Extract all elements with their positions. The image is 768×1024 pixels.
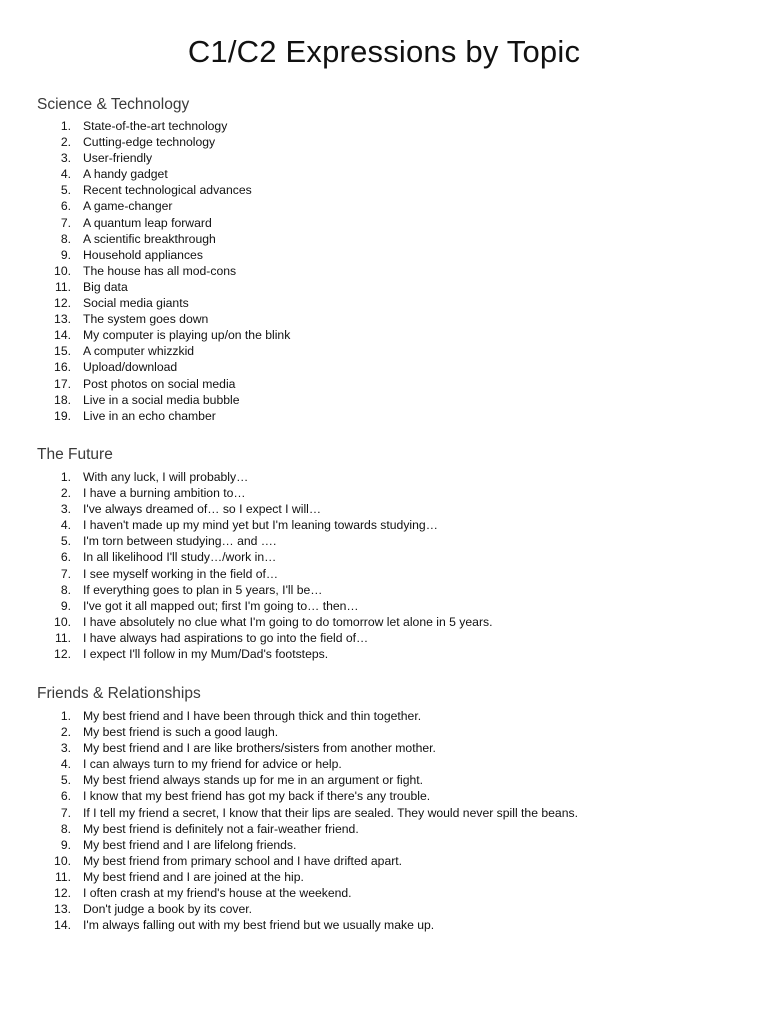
item-text: I often crash at my friend's house at the weekend. xyxy=(83,886,352,901)
list-item xyxy=(37,549,737,565)
item-number: 12. xyxy=(54,647,71,662)
list-item xyxy=(37,150,737,166)
item-text: With any luck, I will probably… xyxy=(83,470,249,484)
item-text: A game-changer xyxy=(83,199,173,214)
item-number: 1. xyxy=(60,119,71,133)
item-number: 4. xyxy=(60,167,71,182)
item-text: My best friend and I are like brothers/sisters from another mother. xyxy=(83,741,436,756)
item-number: 8. xyxy=(60,821,71,836)
item-text: My best friend from primary school and I have drifted apart. xyxy=(83,853,403,868)
list-item xyxy=(37,772,737,788)
item-number: 5. xyxy=(60,773,71,788)
section-the-future xyxy=(37,444,737,662)
list-item xyxy=(37,182,737,198)
item-text: In all likelihood I'll study…/work in… xyxy=(83,550,277,565)
item-text: Social media giants xyxy=(83,296,189,311)
item-number: 13. xyxy=(54,902,71,917)
item-text: If everything goes to plan in 5 years, I'll be… xyxy=(83,582,323,597)
item-number: 7. xyxy=(60,215,71,230)
item-text: Don't judge a book by its cover. xyxy=(83,902,252,917)
item-text: I'm always falling out with my best friend but we usually make up. xyxy=(83,918,435,933)
item-number: 8. xyxy=(60,231,71,246)
item-number: 16. xyxy=(54,360,71,375)
item-number: 1. xyxy=(60,709,71,723)
list-item xyxy=(37,724,737,740)
item-number: 14. xyxy=(54,328,71,343)
item-text: Big data xyxy=(83,279,128,294)
item-text: The house has all mod-cons xyxy=(83,263,237,278)
item-number: 5. xyxy=(60,183,71,198)
list-item xyxy=(37,885,737,901)
item-number: 2. xyxy=(60,486,71,501)
item-text: The system goes down xyxy=(83,312,209,327)
item-number: 6. xyxy=(60,550,71,565)
item-text: Live in an echo chamber xyxy=(83,408,216,423)
item-text: My best friend and I are lifelong friends. xyxy=(83,837,297,852)
list-item xyxy=(37,582,737,598)
list-item xyxy=(37,517,737,533)
list-item xyxy=(37,392,737,408)
item-number: 13. xyxy=(54,312,71,327)
list-item xyxy=(37,485,737,501)
item-text: I've got it all mapped out; first I'm going to… then… xyxy=(83,598,359,613)
item-text: I see myself working in the field of… xyxy=(83,566,279,581)
item-number: 6. xyxy=(60,199,71,214)
list-item xyxy=(37,917,737,933)
list-item xyxy=(37,134,737,150)
item-number: 4. xyxy=(60,518,71,533)
item-text: I expect I'll follow in my Mum/Dad's footsteps. xyxy=(83,647,329,662)
list-item xyxy=(37,231,737,247)
list-item xyxy=(37,869,737,885)
list-item xyxy=(37,853,737,869)
list-item xyxy=(37,646,737,662)
item-number: 6. xyxy=(60,789,71,804)
item-number: 9. xyxy=(60,247,71,262)
list-item xyxy=(37,598,737,614)
item-text: I haven't made up my mind yet but I'm leaning towards studying… xyxy=(83,518,438,533)
list-item xyxy=(37,408,737,424)
list-item xyxy=(37,501,737,517)
item-text: User-friendly xyxy=(83,151,153,166)
section-friends-relationships xyxy=(37,683,737,933)
item-number: 3. xyxy=(60,151,71,166)
list-item xyxy=(37,359,737,375)
item-number: 2. xyxy=(60,725,71,740)
item-text: I'm torn between studying… and …. xyxy=(83,534,277,549)
list-item xyxy=(37,805,737,821)
item-number: 10. xyxy=(54,853,71,868)
item-text: My best friend is such a good laugh. xyxy=(83,725,279,740)
item-text: Recent technological advances xyxy=(83,183,252,198)
item-number: 10. xyxy=(54,263,71,278)
item-number: 10. xyxy=(54,614,71,629)
section-heading: Friends & Relationships xyxy=(37,685,201,702)
list-item xyxy=(37,247,737,263)
expression-list xyxy=(37,469,737,662)
item-text: I have always had aspirations to go into the field of… xyxy=(83,630,369,645)
list-item xyxy=(37,311,737,327)
list-item xyxy=(37,279,737,295)
item-text: My best friend and I have been through thick and thin together. xyxy=(83,709,422,723)
item-text: Live in a social media bubble xyxy=(83,392,240,407)
list-item xyxy=(37,343,737,359)
item-number: 3. xyxy=(60,502,71,517)
list-item xyxy=(37,740,737,756)
item-number: 19. xyxy=(54,408,71,423)
item-text: Post photos on social media xyxy=(83,376,236,391)
item-number: 5. xyxy=(60,534,71,549)
list-item xyxy=(37,215,737,231)
item-text: Upload/download xyxy=(83,360,178,375)
item-number: 11. xyxy=(54,630,71,645)
item-text: State-of-the-art technology xyxy=(83,119,228,133)
list-item xyxy=(37,788,737,804)
item-text: I know that my best friend has got my back if there's any trouble. xyxy=(83,789,431,804)
item-text: A quantum leap forward xyxy=(83,215,212,230)
list-item xyxy=(37,327,737,343)
item-text: A handy gadget xyxy=(83,167,168,182)
item-number: 2. xyxy=(60,135,71,150)
item-number: 12. xyxy=(54,296,71,311)
item-text: Cutting-edge technology xyxy=(83,135,216,150)
item-text: I have absolutely no clue what I'm going to do tomorrow let alone in 5 years. xyxy=(83,614,493,629)
item-number: 11. xyxy=(54,279,71,294)
item-number: 8. xyxy=(60,582,71,597)
list-item xyxy=(37,901,737,917)
list-item xyxy=(37,837,737,853)
section-heading: Science & Technology xyxy=(37,96,190,113)
list-item xyxy=(37,376,737,392)
list-item xyxy=(37,756,737,772)
page-title: C1/C2 Expressions by Topic xyxy=(187,34,581,69)
section-science-technology xyxy=(37,94,737,424)
item-text: A scientific breakthrough xyxy=(83,231,216,246)
item-number: 12. xyxy=(54,886,71,901)
list-item xyxy=(37,469,737,485)
item-text: I've always dreamed of… so I expect I will… xyxy=(83,502,322,517)
list-item xyxy=(37,533,737,549)
list-item xyxy=(37,708,737,724)
item-text: I have a burning ambition to… xyxy=(83,486,246,501)
item-text: My best friend always stands up for me in an argument or fight. xyxy=(83,773,424,788)
item-text: My best friend is definitely not a fair-weather friend. xyxy=(83,821,359,836)
item-text: My computer is playing up/on the blink xyxy=(83,328,291,343)
item-number: 11. xyxy=(54,869,71,884)
list-item xyxy=(37,118,737,134)
list-item xyxy=(37,614,737,630)
item-text: If I tell my friend a secret, I know that their lips are sealed. They would never spill the beans. xyxy=(83,805,578,820)
item-text: I can always turn to my friend for advice or help. xyxy=(83,757,342,772)
expression-list xyxy=(37,118,737,424)
item-number: 3. xyxy=(60,741,71,756)
list-item xyxy=(37,821,737,837)
list-item xyxy=(37,630,737,646)
item-number: 18. xyxy=(54,392,71,407)
list-item xyxy=(37,166,737,182)
item-number: 9. xyxy=(60,598,71,613)
item-number: 14. xyxy=(54,918,71,933)
list-item xyxy=(37,263,737,279)
list-item xyxy=(37,566,737,582)
item-number: 15. xyxy=(54,344,71,359)
item-number: 1. xyxy=(60,470,71,484)
list-item xyxy=(37,295,737,311)
item-number: 7. xyxy=(60,805,71,820)
item-text: A computer whizzkid xyxy=(83,344,195,359)
item-text: Household appliances xyxy=(83,247,203,262)
item-number: 17. xyxy=(54,376,71,391)
item-number: 4. xyxy=(60,757,71,772)
expression-list xyxy=(37,708,737,933)
list-item xyxy=(37,198,737,214)
item-number: 7. xyxy=(60,566,71,581)
item-text: My best friend and I are joined at the hip. xyxy=(83,869,304,884)
section-heading: The Future xyxy=(37,446,113,463)
item-number: 9. xyxy=(60,837,71,852)
